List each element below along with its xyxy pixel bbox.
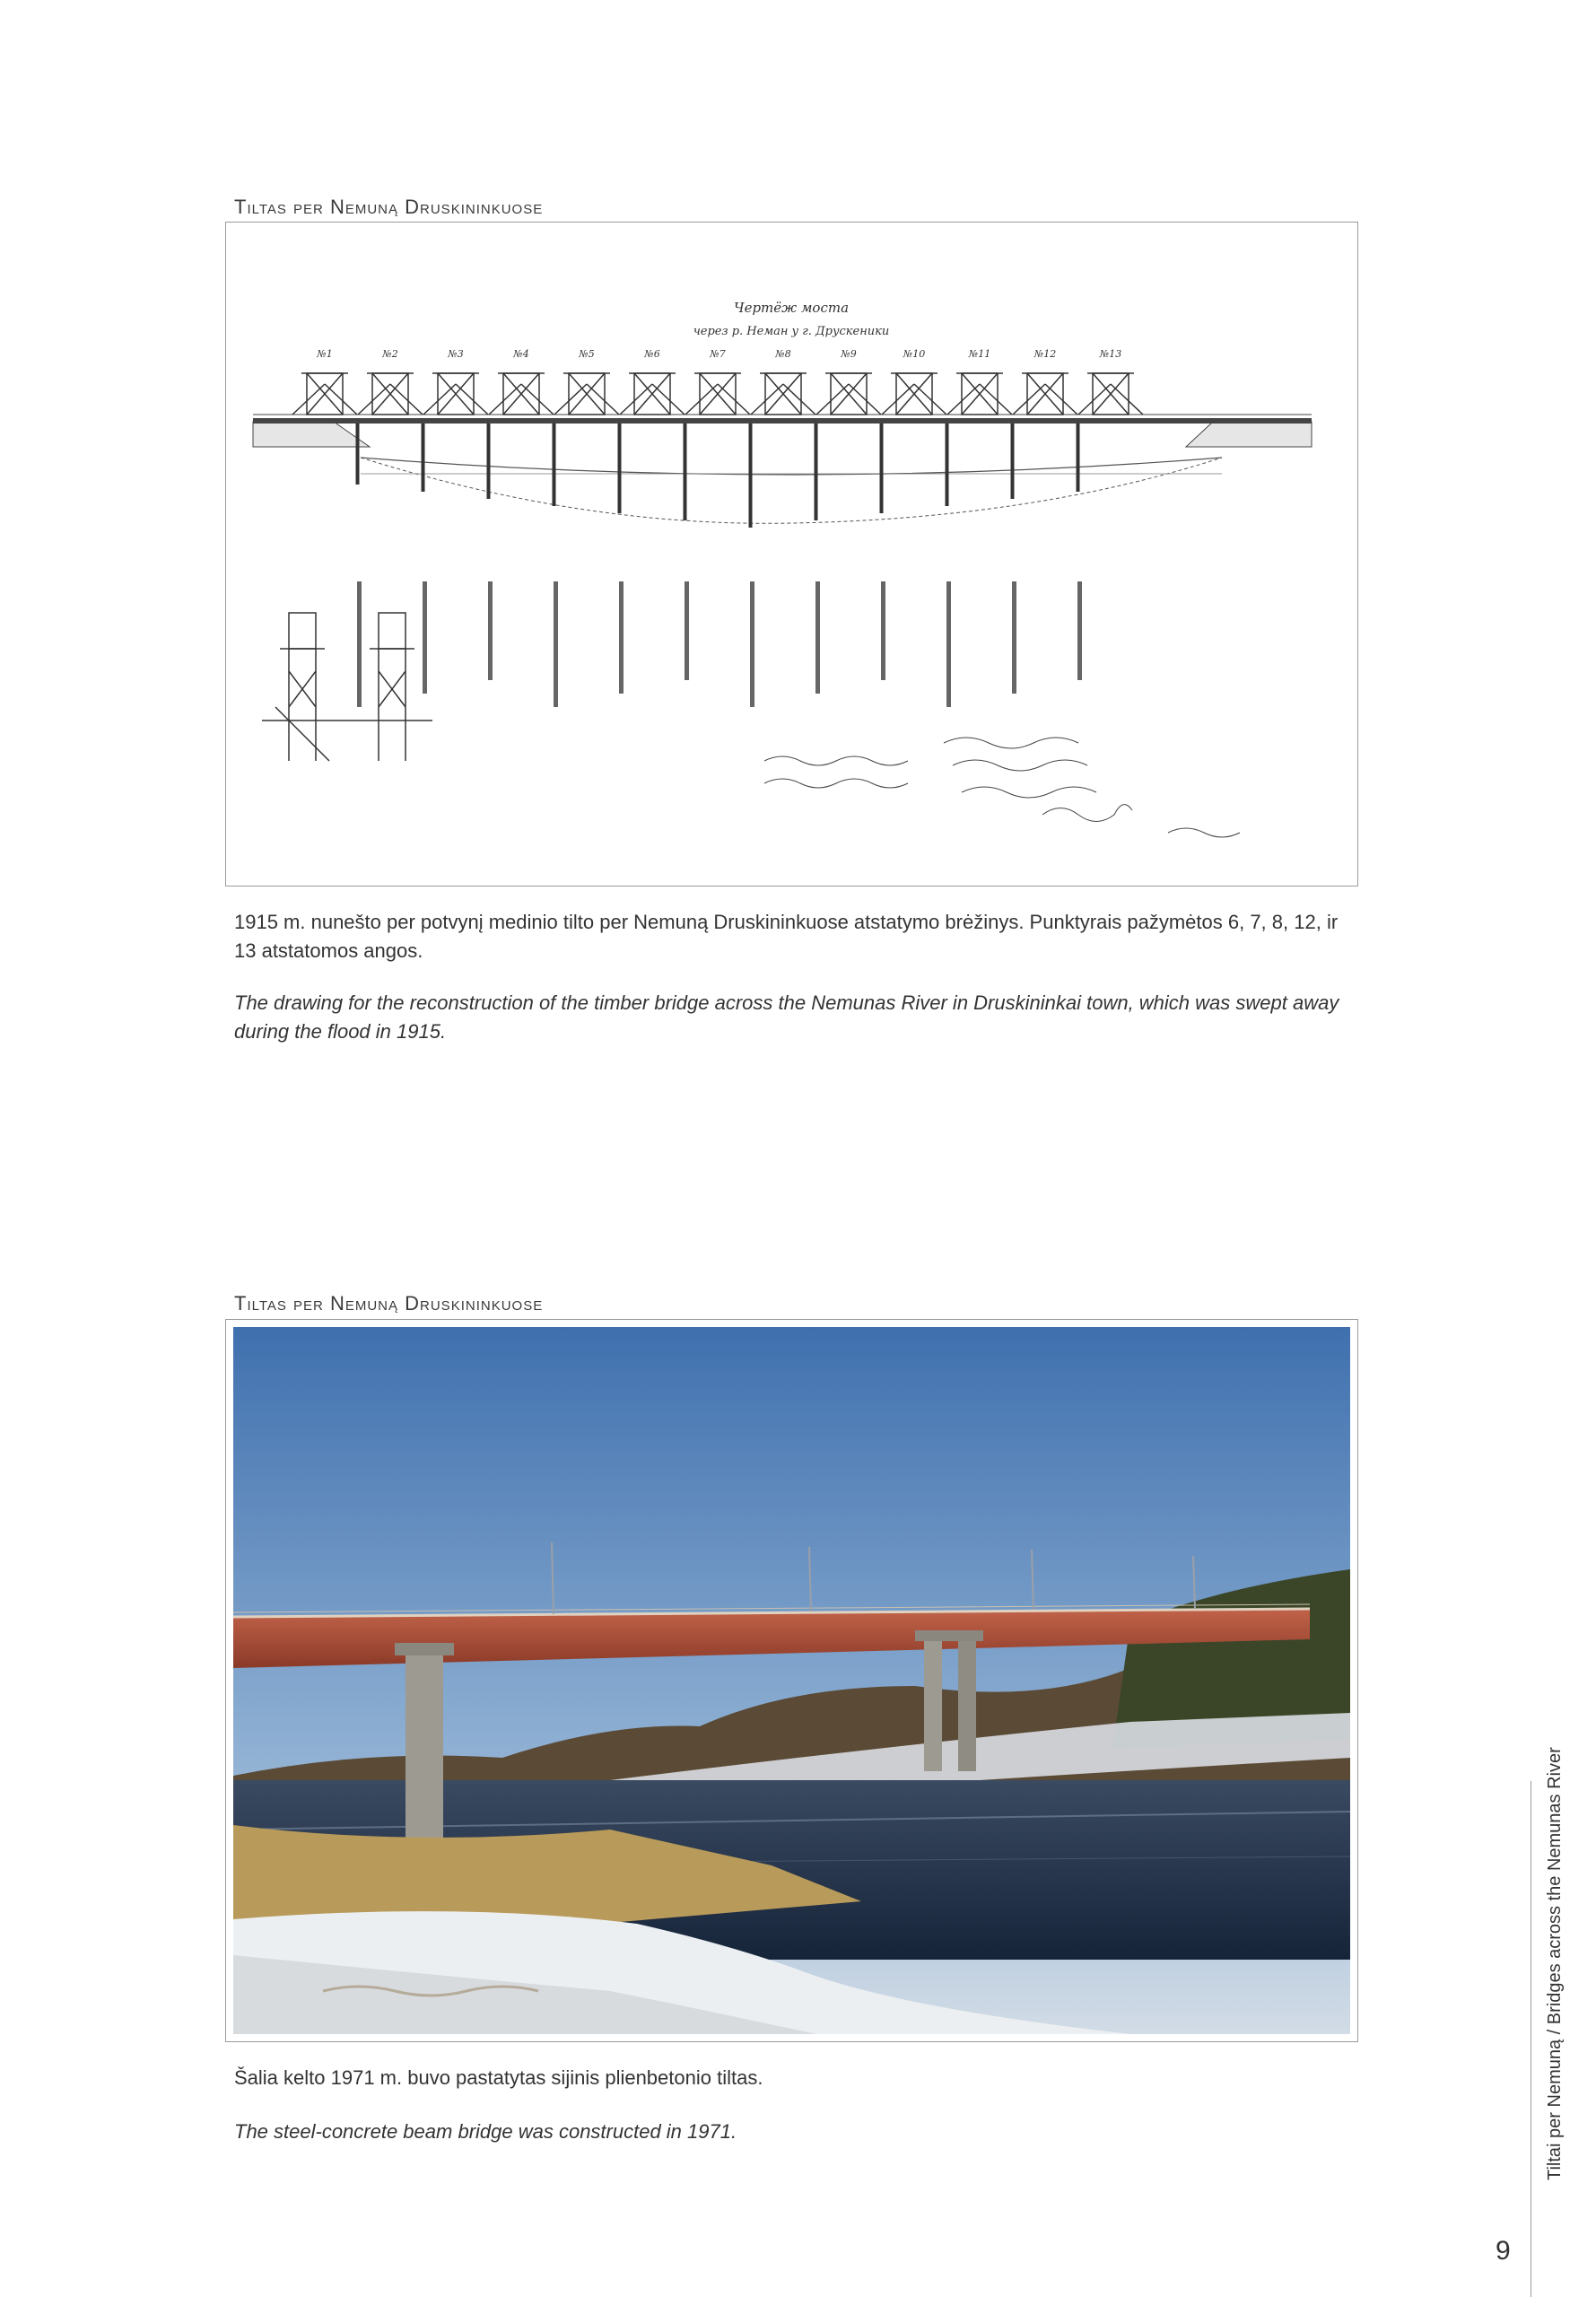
bridge-drawing (226, 223, 1357, 886)
photo-caption-en: The steel-concrete beam bridge was constructed in 1971. (234, 2120, 737, 2143)
span-label: №5 (579, 348, 595, 360)
span-label: №4 (513, 348, 529, 360)
sidebar-title: Tiltai per Nemuną / Bridges across the Nemunas River (1545, 1747, 1565, 2180)
span-label: №9 (841, 348, 857, 360)
bridge-photo (233, 1327, 1350, 2034)
sidebar-title-container (1525, 1747, 1565, 2180)
span-label: №1 (317, 348, 333, 360)
span-label: №8 (775, 348, 791, 360)
span-label: №11 (968, 348, 991, 360)
span-label: №13 (1099, 348, 1122, 360)
span-label: №6 (644, 348, 660, 360)
span-label: №2 (382, 348, 398, 360)
span-label: №12 (1033, 348, 1057, 360)
photo-frame (225, 1319, 1358, 2042)
section-heading-drawing: Tiltas per Nemuną Druskininkuose (234, 196, 544, 218)
page-number: 9 (1496, 2236, 1511, 2266)
span-label: №3 (448, 348, 464, 360)
span-label: №10 (903, 348, 926, 360)
drawing-title: Чертёж моста (733, 300, 850, 316)
section-heading-photo: Tiltas per Nemuną Druskininkuose (234, 1292, 544, 1314)
drawing-frame (225, 222, 1358, 886)
span-label: №7 (710, 348, 726, 360)
drawing-caption-en: The drawing for the reconstruction of the timber bridge across the Nemunas River in Druskininkai town, which was swept away during the flood in 1915. (234, 991, 1339, 1043)
drawing-caption-lt: 1915 m. nunešto per potvynį medinio tilto per Nemuną Druskininkuose atstatymo brėžinys. Punktyrais pažymėtos 6, 7, 8, 12, ir 13 atstatomos angos. (234, 911, 1339, 962)
photo-caption-lt: Šalia kelto 1971 m. buvo pastatytas sijinis plienbetonio tiltas. (234, 2066, 763, 2089)
drawing-subtitle: через р. Неман у г. Друскеники (693, 325, 890, 338)
